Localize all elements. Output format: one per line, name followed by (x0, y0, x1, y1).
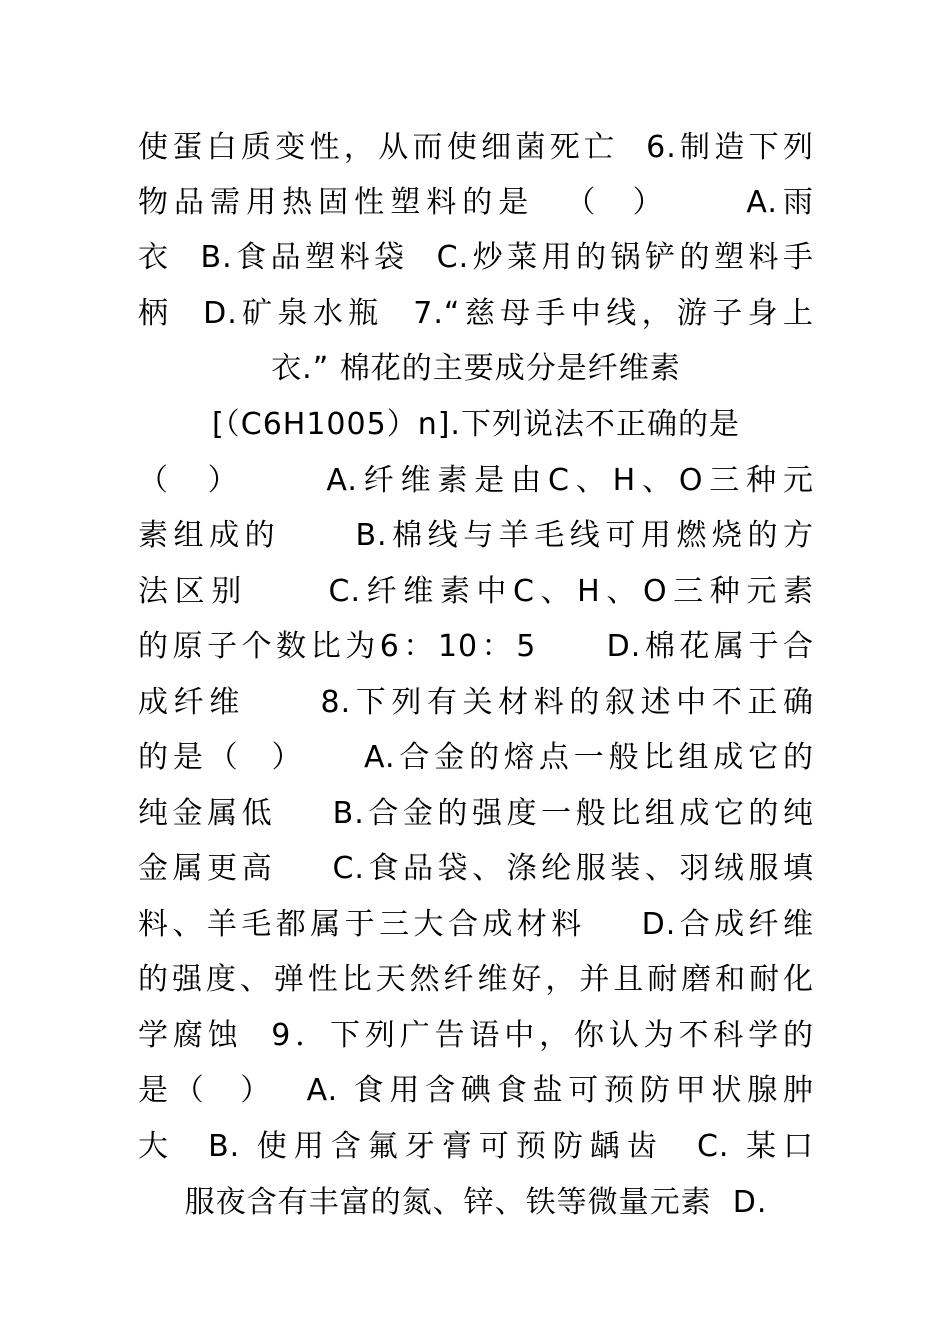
text-line-9: 法区别 C.纤维素中C、H、O三种元素 (138, 574, 814, 609)
text-line-11: 成纤维 8.下列有关材料的叙述中不正确 (138, 685, 814, 720)
text-line-4: 柄 D.矿泉水瓶 7.“慈母手中线，游子身上 (138, 296, 814, 331)
text-line-15: 料、羊毛都属于三大合成材料 D.合成纤维 (138, 907, 814, 942)
text-line-18: 是（ ） A. 食用含碘食盐可预防甲状腺肿 (138, 1073, 814, 1108)
text-line-10: 的原子个数比为6：10：5 D.棉花属于合 (138, 629, 814, 664)
text-line-14: 金属更高 C.食品袋、涤纶服装、羽绒服填 (138, 851, 814, 886)
text-line-8: 素组成的 B.棉线与羊毛线可用燃烧的方 (138, 518, 814, 553)
text-line-3: 衣 B.食品塑料袋 C.炒菜用的锅铲的塑料手 (138, 240, 814, 275)
text-line-16: 的强度、弹性比天然纤维好，并且耐磨和耐化 (138, 962, 814, 997)
text-line-1: 使蛋白质变性，从而使细菌死亡 6.制造下列 (138, 130, 814, 165)
text-line-17: 学腐蚀 9．下列广告语中，你认为不科学的 (138, 1018, 814, 1053)
text-line-5: 衣.” 棉花的主要成分是纤维素 (271, 351, 681, 386)
text-line-7: （ ） A.纤维素是由C、H、O三种元 (138, 463, 814, 498)
text-line-12: 的是（ ） A.合金的熔点一般比组成它的 (138, 740, 814, 775)
text-line-2: 物品需用热固性塑料的是 （ ） A.雨 (138, 185, 814, 220)
text-line-20: 服夜含有丰富的氮、锌、铁等微量元素 D. (184, 1185, 768, 1220)
text-line-13: 纯金属低 B.合金的强度一般比组成它的纯 (138, 796, 814, 831)
text-line-6: [（C6H1005）n].下列说法不正确的是 (212, 407, 740, 442)
text-line-19: 大 B. 使用含氟牙膏可预防龋齿 C. 某口 (138, 1129, 814, 1164)
